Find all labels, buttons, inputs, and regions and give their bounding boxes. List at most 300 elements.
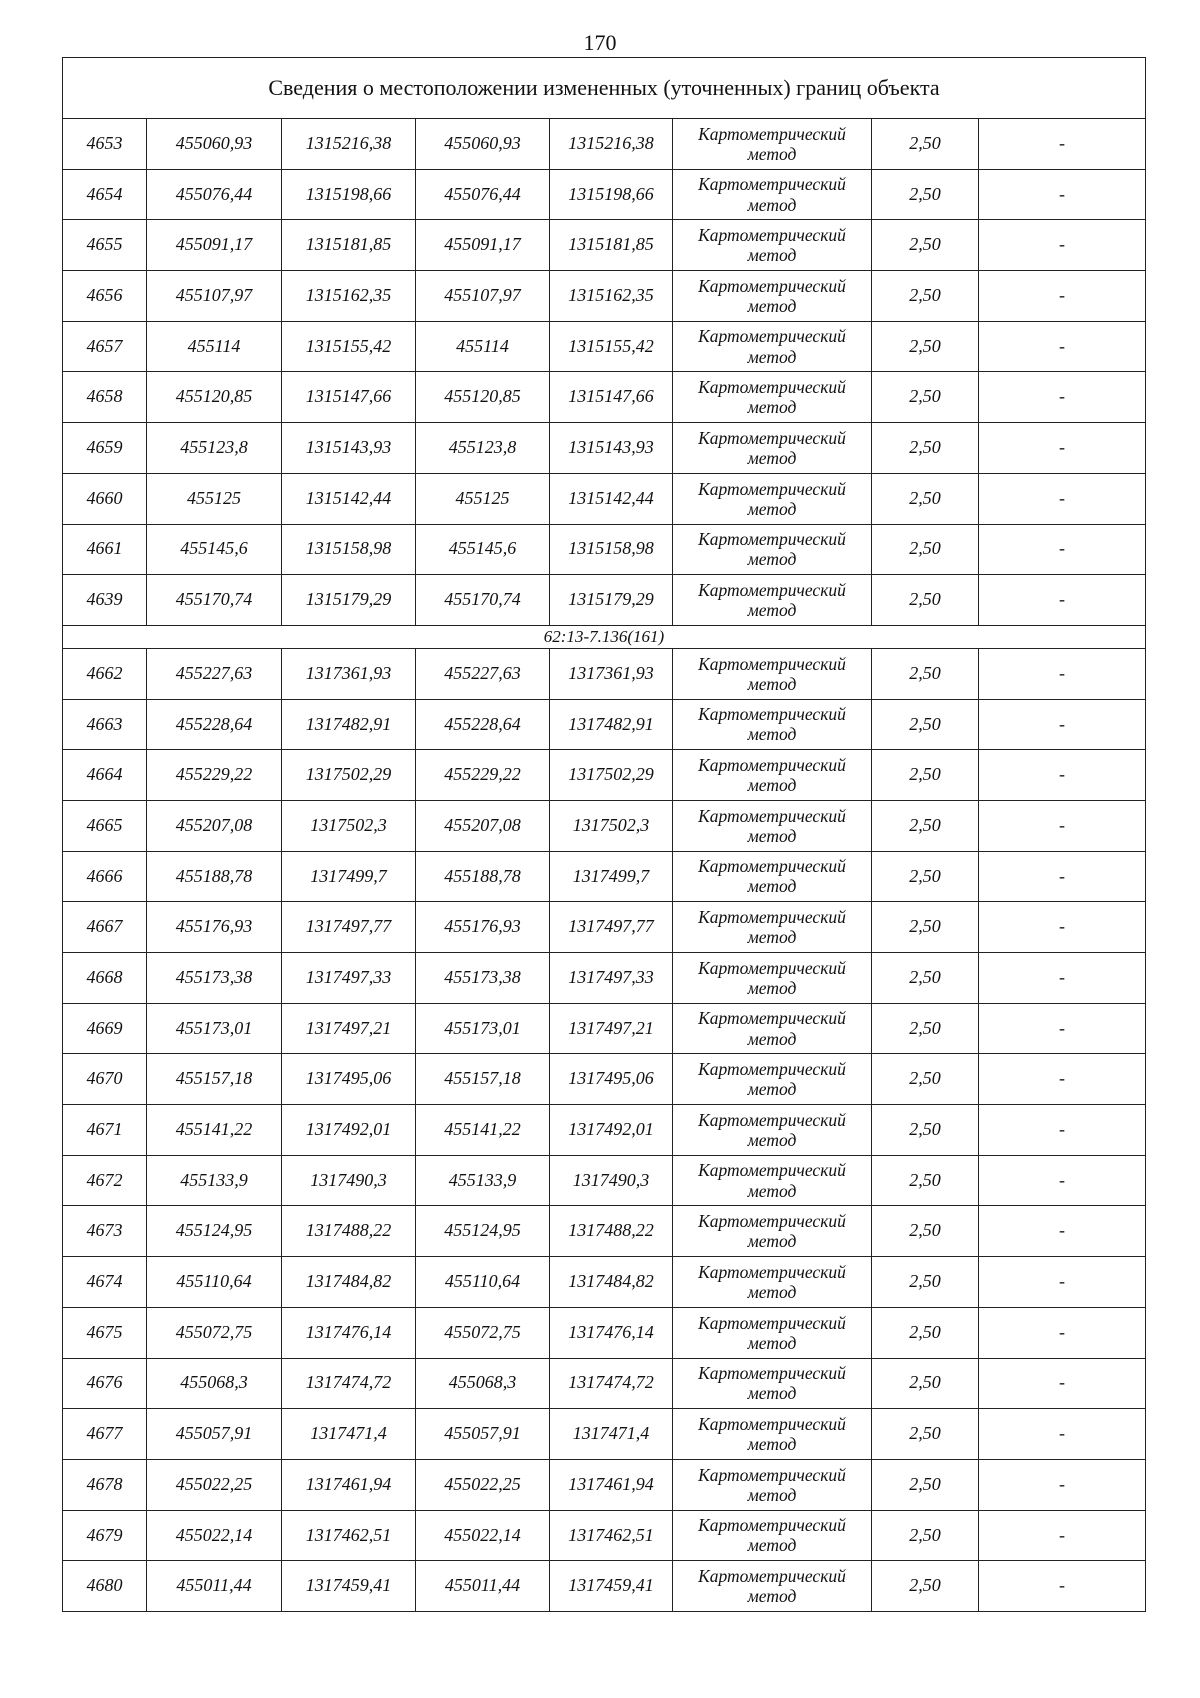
- x-old-cell: 455120,85: [147, 372, 282, 423]
- description-cell: -: [979, 648, 1146, 699]
- method-cell: [673, 851, 872, 902]
- method-line-1: Картометрический: [698, 1363, 846, 1384]
- method-cell: [673, 1155, 872, 1206]
- y-old-cell: 1317461,94: [282, 1459, 416, 1510]
- y-new-cell: 1317492,01: [550, 1105, 673, 1156]
- accuracy-cell: 2,50: [872, 1054, 979, 1105]
- method-cell: [673, 1307, 872, 1358]
- method-cell: [673, 372, 872, 423]
- method-line-2: метод: [747, 1586, 797, 1607]
- method-line-2: метод: [747, 775, 797, 796]
- method-cell: [673, 1358, 872, 1409]
- method-cell: [673, 1206, 872, 1257]
- table-row: [63, 851, 1146, 902]
- description-cell: -: [979, 750, 1146, 801]
- x-new-cell: 455141,22: [416, 1105, 550, 1156]
- table-row: [63, 1459, 1146, 1510]
- x-new-cell: 455157,18: [416, 1054, 550, 1105]
- accuracy-cell: 2,50: [872, 648, 979, 699]
- x-new-cell: 455123,8: [416, 423, 550, 474]
- method-line-2: метод: [747, 498, 797, 519]
- accuracy-cell: 2,50: [872, 1105, 979, 1156]
- y-new-cell: 1315198,66: [550, 169, 673, 220]
- method-line-2: метод: [747, 1180, 797, 1201]
- method-line-2: метод: [747, 1383, 797, 1404]
- boundary-coordinates-table: [62, 57, 1146, 1612]
- y-new-cell: 1317502,3: [550, 800, 673, 851]
- x-new-cell: 455188,78: [416, 851, 550, 902]
- method-line-1: Картометрический: [698, 1211, 846, 1232]
- table-row: [63, 902, 1146, 953]
- accuracy-cell: 2,50: [872, 851, 979, 902]
- description-cell: -: [979, 1561, 1146, 1612]
- method-line-2: метод: [747, 724, 797, 745]
- section-row: [63, 625, 1146, 648]
- table-row: [63, 321, 1146, 372]
- y-old-cell: 1315142,44: [282, 473, 416, 524]
- method-line-1: Картометрический: [698, 957, 846, 978]
- x-new-cell: 455060,93: [416, 119, 550, 170]
- point-number-cell: 4656: [63, 271, 147, 322]
- point-number-cell: 4659: [63, 423, 147, 474]
- x-new-cell: 455207,08: [416, 800, 550, 851]
- table-title: Сведения о местоположении измененных (уточненных) границ объекта: [63, 58, 1146, 119]
- description-cell: -: [979, 1105, 1146, 1156]
- y-new-cell: 1315181,85: [550, 220, 673, 271]
- description-cell: -: [979, 1510, 1146, 1561]
- y-old-cell: 1317497,33: [282, 953, 416, 1004]
- table-row: [63, 1358, 1146, 1409]
- x-new-cell: 455124,95: [416, 1206, 550, 1257]
- description-cell: -: [979, 169, 1146, 220]
- x-new-cell: 455110,64: [416, 1257, 550, 1308]
- point-number-cell: 4661: [63, 524, 147, 575]
- table-row: [63, 1409, 1146, 1460]
- point-number-cell: 4680: [63, 1561, 147, 1612]
- table-row: [63, 473, 1146, 524]
- description-cell: -: [979, 119, 1146, 170]
- point-number-cell: 4655: [63, 220, 147, 271]
- accuracy-cell: 2,50: [872, 220, 979, 271]
- x-new-cell: 455057,91: [416, 1409, 550, 1460]
- y-old-cell: 1315147,66: [282, 372, 416, 423]
- table-row: [63, 372, 1146, 423]
- point-number-cell: 4675: [63, 1307, 147, 1358]
- x-old-cell: 455091,17: [147, 220, 282, 271]
- accuracy-cell: 2,50: [872, 1003, 979, 1054]
- y-new-cell: 1315147,66: [550, 372, 673, 423]
- x-old-cell: 455076,44: [147, 169, 282, 220]
- method-cell: [673, 169, 872, 220]
- point-number-cell: 4671: [63, 1105, 147, 1156]
- y-old-cell: 1317471,4: [282, 1409, 416, 1460]
- table-title-row: [63, 58, 1146, 119]
- description-cell: -: [979, 372, 1146, 423]
- x-old-cell: 455110,64: [147, 1257, 282, 1308]
- method-line-1: Картометрический: [698, 1059, 846, 1080]
- y-new-cell: 1315162,35: [550, 271, 673, 322]
- description-cell: -: [979, 423, 1146, 474]
- method-line-1: Картометрический: [698, 1008, 846, 1029]
- method-line-2: метод: [747, 1281, 797, 1302]
- method-cell: [673, 321, 872, 372]
- y-old-cell: 1317488,22: [282, 1206, 416, 1257]
- x-old-cell: 455123,8: [147, 423, 282, 474]
- table-body: [63, 58, 1146, 1612]
- description-cell: -: [979, 575, 1146, 626]
- y-old-cell: 1315158,98: [282, 524, 416, 575]
- y-old-cell: 1315143,93: [282, 423, 416, 474]
- table-row: [63, 1561, 1146, 1612]
- x-old-cell: 455173,38: [147, 953, 282, 1004]
- y-new-cell: 1315158,98: [550, 524, 673, 575]
- point-number-cell: 4678: [63, 1459, 147, 1510]
- method-cell: [673, 1459, 872, 1510]
- x-new-cell: 455145,6: [416, 524, 550, 575]
- x-old-cell: 455011,44: [147, 1561, 282, 1612]
- table-row: [63, 1105, 1146, 1156]
- method-cell: [673, 1561, 872, 1612]
- accuracy-cell: 2,50: [872, 169, 979, 220]
- point-number-cell: 4672: [63, 1155, 147, 1206]
- table-row: [63, 423, 1146, 474]
- method-line-1: Картометрический: [698, 529, 846, 550]
- table-row: [63, 1206, 1146, 1257]
- page-number: 170: [583, 30, 617, 55]
- method-cell: [673, 1257, 872, 1308]
- y-old-cell: 1317499,7: [282, 851, 416, 902]
- x-old-cell: 455022,14: [147, 1510, 282, 1561]
- y-new-cell: 1317495,06: [550, 1054, 673, 1105]
- x-old-cell: 455022,25: [147, 1459, 282, 1510]
- description-cell: -: [979, 1003, 1146, 1054]
- method-line-2: метод: [747, 245, 797, 266]
- y-new-cell: 1317502,29: [550, 750, 673, 801]
- point-number-cell: 4663: [63, 699, 147, 750]
- accuracy-cell: 2,50: [872, 1307, 979, 1358]
- method-cell: [673, 1054, 872, 1105]
- method-line-1: Картометрический: [698, 1109, 846, 1130]
- x-new-cell: 455091,17: [416, 220, 550, 271]
- y-old-cell: 1317492,01: [282, 1105, 416, 1156]
- point-number-cell: 4639: [63, 575, 147, 626]
- table-row: [63, 575, 1146, 626]
- table-row: [63, 1307, 1146, 1358]
- y-old-cell: 1315216,38: [282, 119, 416, 170]
- description-cell: -: [979, 524, 1146, 575]
- description-cell: -: [979, 1409, 1146, 1460]
- method-line-1: Картометрический: [698, 1565, 846, 1586]
- y-new-cell: 1315216,38: [550, 119, 673, 170]
- y-old-cell: 1317482,91: [282, 699, 416, 750]
- point-number-cell: 4654: [63, 169, 147, 220]
- y-old-cell: 1317502,29: [282, 750, 416, 801]
- x-old-cell: 455173,01: [147, 1003, 282, 1054]
- accuracy-cell: 2,50: [872, 750, 979, 801]
- method-line-2: метод: [747, 1434, 797, 1455]
- method-line-2: метод: [747, 447, 797, 468]
- method-line-2: метод: [747, 977, 797, 998]
- method-cell: [673, 648, 872, 699]
- accuracy-cell: 2,50: [872, 1206, 979, 1257]
- y-old-cell: 1315198,66: [282, 169, 416, 220]
- table-row: [63, 169, 1146, 220]
- y-old-cell: 1317462,51: [282, 1510, 416, 1561]
- x-old-cell: 455107,97: [147, 271, 282, 322]
- description-cell: -: [979, 953, 1146, 1004]
- y-new-cell: 1317482,91: [550, 699, 673, 750]
- accuracy-cell: 2,50: [872, 575, 979, 626]
- accuracy-cell: 2,50: [872, 524, 979, 575]
- point-number-cell: 4666: [63, 851, 147, 902]
- y-old-cell: 1317502,3: [282, 800, 416, 851]
- x-old-cell: 455072,75: [147, 1307, 282, 1358]
- description-cell: -: [979, 220, 1146, 271]
- accuracy-cell: 2,50: [872, 1358, 979, 1409]
- y-new-cell: 1317361,93: [550, 648, 673, 699]
- method-line-1: Картометрический: [698, 1160, 846, 1181]
- description-cell: -: [979, 902, 1146, 953]
- description-cell: -: [979, 1257, 1146, 1308]
- method-line-2: метод: [747, 143, 797, 164]
- table-row: [63, 800, 1146, 851]
- x-old-cell: 455157,18: [147, 1054, 282, 1105]
- description-cell: -: [979, 699, 1146, 750]
- accuracy-cell: 2,50: [872, 1510, 979, 1561]
- x-new-cell: 455022,14: [416, 1510, 550, 1561]
- x-new-cell: 455072,75: [416, 1307, 550, 1358]
- method-cell: [673, 750, 872, 801]
- x-new-cell: 455173,38: [416, 953, 550, 1004]
- table-row: [63, 271, 1146, 322]
- x-old-cell: 455114: [147, 321, 282, 372]
- point-number-cell: 4662: [63, 648, 147, 699]
- accuracy-cell: 2,50: [872, 473, 979, 524]
- method-line-2: метод: [747, 1028, 797, 1049]
- point-number-cell: 4674: [63, 1257, 147, 1308]
- point-number-cell: 4657: [63, 321, 147, 372]
- method-line-2: метод: [747, 673, 797, 694]
- x-old-cell: 455176,93: [147, 902, 282, 953]
- y-new-cell: 1317462,51: [550, 1510, 673, 1561]
- accuracy-cell: 2,50: [872, 271, 979, 322]
- description-cell: -: [979, 1155, 1146, 1206]
- x-new-cell: 455120,85: [416, 372, 550, 423]
- y-old-cell: 1317484,82: [282, 1257, 416, 1308]
- method-line-1: Картометрический: [698, 805, 846, 826]
- y-new-cell: 1317497,21: [550, 1003, 673, 1054]
- y-old-cell: 1317476,14: [282, 1307, 416, 1358]
- x-old-cell: 455207,08: [147, 800, 282, 851]
- y-new-cell: 1315143,93: [550, 423, 673, 474]
- point-number-cell: 4660: [63, 473, 147, 524]
- accuracy-cell: 2,50: [872, 321, 979, 372]
- method-cell: [673, 271, 872, 322]
- method-line-1: Картометрический: [698, 704, 846, 725]
- method-cell: [673, 423, 872, 474]
- method-line-1: Картометрический: [698, 907, 846, 928]
- y-old-cell: 1315181,85: [282, 220, 416, 271]
- method-line-2: метод: [747, 1129, 797, 1150]
- point-number-cell: 4677: [63, 1409, 147, 1460]
- x-new-cell: 455125: [416, 473, 550, 524]
- table-row: [63, 1003, 1146, 1054]
- table-row: [63, 1257, 1146, 1308]
- x-new-cell: 455068,3: [416, 1358, 550, 1409]
- method-line-1: Картометрический: [698, 225, 846, 246]
- method-line-1: Картометрический: [698, 1464, 846, 1485]
- method-line-1: Картометрический: [698, 427, 846, 448]
- method-line-1: Картометрический: [698, 377, 846, 398]
- y-old-cell: 1317497,77: [282, 902, 416, 953]
- y-new-cell: 1317476,14: [550, 1307, 673, 1358]
- point-number-cell: 4658: [63, 372, 147, 423]
- method-line-2: метод: [747, 825, 797, 846]
- y-new-cell: 1317471,4: [550, 1409, 673, 1460]
- method-line-2: метод: [747, 1079, 797, 1100]
- method-cell: [673, 1003, 872, 1054]
- point-number-cell: 4676: [63, 1358, 147, 1409]
- table-row: [63, 699, 1146, 750]
- method-cell: [673, 699, 872, 750]
- method-line-1: Картометрический: [698, 579, 846, 600]
- x-new-cell: 455176,93: [416, 902, 550, 953]
- x-old-cell: 455124,95: [147, 1206, 282, 1257]
- x-new-cell: 455173,01: [416, 1003, 550, 1054]
- table-row: [63, 953, 1146, 1004]
- accuracy-cell: 2,50: [872, 1155, 979, 1206]
- accuracy-cell: 2,50: [872, 1459, 979, 1510]
- accuracy-cell: 2,50: [872, 423, 979, 474]
- method-cell: [673, 1409, 872, 1460]
- y-old-cell: 1317497,21: [282, 1003, 416, 1054]
- description-cell: -: [979, 473, 1146, 524]
- table-row: [63, 524, 1146, 575]
- x-old-cell: 455060,93: [147, 119, 282, 170]
- y-new-cell: 1317497,33: [550, 953, 673, 1004]
- y-new-cell: 1315142,44: [550, 473, 673, 524]
- y-new-cell: 1315179,29: [550, 575, 673, 626]
- table-row: [63, 750, 1146, 801]
- x-new-cell: 455227,63: [416, 648, 550, 699]
- x-old-cell: 455227,63: [147, 648, 282, 699]
- x-new-cell: 455228,64: [416, 699, 550, 750]
- point-number-cell: 4653: [63, 119, 147, 170]
- description-cell: -: [979, 851, 1146, 902]
- x-new-cell: 455022,25: [416, 1459, 550, 1510]
- x-old-cell: 455145,6: [147, 524, 282, 575]
- y-old-cell: 1315155,42: [282, 321, 416, 372]
- point-number-cell: 4668: [63, 953, 147, 1004]
- x-old-cell: 455057,91: [147, 1409, 282, 1460]
- table-row: [63, 119, 1146, 170]
- description-cell: -: [979, 1358, 1146, 1409]
- y-old-cell: 1317459,41: [282, 1561, 416, 1612]
- x-old-cell: 455141,22: [147, 1105, 282, 1156]
- point-number-cell: 4679: [63, 1510, 147, 1561]
- method-line-2: метод: [747, 600, 797, 621]
- method-line-2: метод: [747, 194, 797, 215]
- method-line-2: метод: [747, 346, 797, 367]
- x-new-cell: 455229,22: [416, 750, 550, 801]
- y-old-cell: 1317495,06: [282, 1054, 416, 1105]
- x-old-cell: 455229,22: [147, 750, 282, 801]
- description-cell: -: [979, 271, 1146, 322]
- description-cell: -: [979, 1206, 1146, 1257]
- y-old-cell: 1315179,29: [282, 575, 416, 626]
- y-old-cell: 1317361,93: [282, 648, 416, 699]
- method-line-1: Картометрический: [698, 275, 846, 296]
- method-line-2: метод: [747, 549, 797, 570]
- method-cell: [673, 119, 872, 170]
- y-new-cell: 1317499,7: [550, 851, 673, 902]
- method-cell: [673, 1105, 872, 1156]
- section-label: 62:13-7.136(161): [63, 625, 1146, 648]
- description-cell: -: [979, 1459, 1146, 1510]
- y-new-cell: 1317490,3: [550, 1155, 673, 1206]
- y-new-cell: 1317484,82: [550, 1257, 673, 1308]
- y-new-cell: 1317459,41: [550, 1561, 673, 1612]
- method-cell: [673, 524, 872, 575]
- x-new-cell: 455170,74: [416, 575, 550, 626]
- description-cell: -: [979, 800, 1146, 851]
- method-cell: [673, 220, 872, 271]
- table-row: [63, 220, 1146, 271]
- method-cell: [673, 473, 872, 524]
- x-old-cell: 455125: [147, 473, 282, 524]
- method-cell: [673, 902, 872, 953]
- table-row: [63, 1155, 1146, 1206]
- method-line-2: метод: [747, 1484, 797, 1505]
- x-old-cell: 455068,3: [147, 1358, 282, 1409]
- x-old-cell: 455133,9: [147, 1155, 282, 1206]
- method-line-1: Картометрический: [698, 174, 846, 195]
- accuracy-cell: 2,50: [872, 1257, 979, 1308]
- x-new-cell: 455107,97: [416, 271, 550, 322]
- method-line-1: Картометрический: [698, 478, 846, 499]
- accuracy-cell: 2,50: [872, 119, 979, 170]
- method-line-2: метод: [747, 397, 797, 418]
- y-old-cell: 1315162,35: [282, 271, 416, 322]
- accuracy-cell: 2,50: [872, 902, 979, 953]
- accuracy-cell: 2,50: [872, 800, 979, 851]
- y-new-cell: 1317461,94: [550, 1459, 673, 1510]
- method-line-2: метод: [747, 1332, 797, 1353]
- description-cell: -: [979, 1307, 1146, 1358]
- method-line-1: Картометрический: [698, 1312, 846, 1333]
- y-new-cell: 1317474,72: [550, 1358, 673, 1409]
- x-old-cell: 455188,78: [147, 851, 282, 902]
- x-old-cell: 455170,74: [147, 575, 282, 626]
- method-line-1: Картометрический: [698, 754, 846, 775]
- y-new-cell: 1317497,77: [550, 902, 673, 953]
- description-cell: -: [979, 1054, 1146, 1105]
- point-number-cell: 4670: [63, 1054, 147, 1105]
- method-line-2: метод: [747, 927, 797, 948]
- point-number-cell: 4667: [63, 902, 147, 953]
- y-old-cell: 1317474,72: [282, 1358, 416, 1409]
- method-cell: [673, 1510, 872, 1561]
- point-number-cell: 4665: [63, 800, 147, 851]
- point-number-cell: 4669: [63, 1003, 147, 1054]
- x-new-cell: 455114: [416, 321, 550, 372]
- method-line-1: Картометрический: [698, 123, 846, 144]
- method-line-2: метод: [747, 1535, 797, 1556]
- y-new-cell: 1315155,42: [550, 321, 673, 372]
- method-line-1: Картометрический: [698, 856, 846, 877]
- method-line-1: Картометрический: [698, 1515, 846, 1536]
- accuracy-cell: 2,50: [872, 1561, 979, 1612]
